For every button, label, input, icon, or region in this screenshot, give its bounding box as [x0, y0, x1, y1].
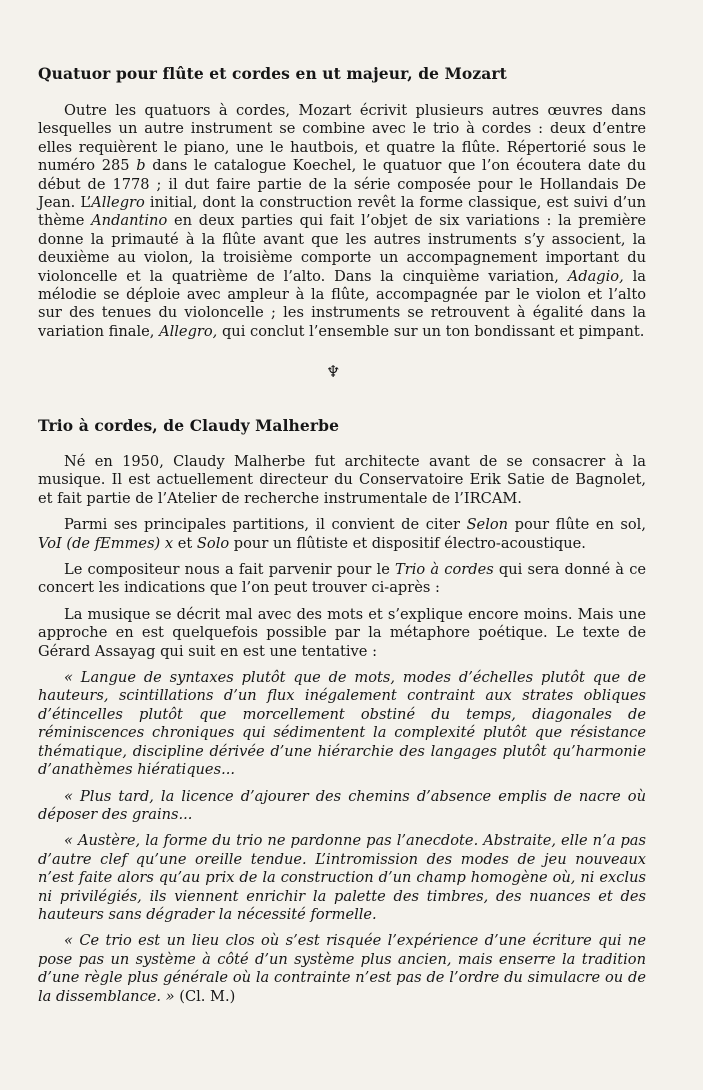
- quote-paragraph-2: « Plus tard, la licence d’ajourer des chemins d’absence emplis de nacre où déposer des grains...: [38, 787, 646, 823]
- italic-run: Solo: [196, 534, 230, 552]
- paragraph-mozart: [38, 102, 646, 341]
- italic-run: Allegro: [91, 194, 145, 212]
- italic-run: VoI (de fEmmes) x: [38, 534, 174, 552]
- paragraph-intro: [38, 561, 646, 598]
- italic-run: Andantino: [91, 212, 168, 230]
- paragraph-works: [38, 516, 646, 553]
- ornament-lyre-icon: ♆: [326, 362, 341, 381]
- section-body-malherbe: [38, 453, 646, 1014]
- text-run: en deux parties qui fait l’objet de six variations : la première donne la primauté à la flûte avant que les autres instruments s’y associent, la deuxième au violon, la troisième comporte un accompagnement important du violoncelle et la quatrième de l’alto. Dans la cinquième variation,: [38, 212, 646, 285]
- italic-run: Selon: [466, 516, 509, 534]
- text-run: Parmi ses principales partitions, il convient de citer: [64, 516, 467, 534]
- section-title-malherbe: Trio à cordes, de Claudy Malherbe: [38, 416, 340, 435]
- italic-run: Allegro,: [159, 322, 218, 340]
- text-run: initial, dont la construction revêt la forme classique, est suivi d’un thème: [38, 194, 646, 230]
- text-run: qui conclut l’ensemble sur un ton bondissant et pimpant.: [217, 322, 645, 340]
- text-run: qui sera donné à ce concert les indications que l’on peut trouver ci-après :: [38, 561, 646, 597]
- paragraph-bio: Né en 1950, Claudy Malherbe fut architecte avant de se consacrer à la musique. Il est actuellement directeur du Conservatoire Erik Satie de Bagnolet, et fait partie de l’Atelier de recherche instrumentale de l’IRCAM.: [38, 453, 646, 507]
- quote-paragraph-4: [38, 932, 646, 1006]
- italic-run: Trio à cordes: [395, 561, 494, 579]
- italic-run: b: [136, 157, 146, 175]
- text-run: la mélodie se déploie avec ampleur à la flûte, accompagnée par le violon et l’alto sur des tenues du violoncelle ; les instruments se retrouvent à égalité dans la variation finale,: [38, 267, 646, 340]
- text-run: pour un flûtiste et dispositif électro-acoustique.: [229, 534, 586, 552]
- quote-paragraph-3: « Austère, la forme du trio ne pardonne pas l’anecdote. Abstraite, elle n’a pas d’autre clef qu’une oreille tendue. L’intromission des modes de jeu nouveaux n’est faite alors qu’au prix de la construction d’un champ homogène où, ni exclus ni privilégiés, ils viennent enrichir la palette des timbres, des nuances et des hauteurs sans dégrader la nécessité formelle.: [38, 832, 646, 923]
- section-title-mozart: Quatuor pour flûte et cordes en ut majeur, de Mozart: [38, 64, 507, 83]
- text-run: Outre les quatuors à cordes, Mozart écrivit plusieurs autres œuvres dans lesquelles un autre instrument se combine avec le trio à cordes : deux d’entre elles requièrent le piano, une le hautbois, et quatre la flûte. Répertorié sous le numéro 285: [38, 102, 646, 175]
- italic-run: Adagio,: [567, 267, 624, 285]
- quote-paragraph-1: « Langue de syntaxes plutôt que de mots, modes d’échelles plutôt que de hauteurs, scintillations d’un flux inégalement contraint aux strates obliques d’étincelles plutôt que morcellement obstiné du temps, diagonales de réminiscences chroniques qui sédimentent la complexité plutôt que résistance thématique, discipline dérivée d’une hiérarchie des langages plutôt qu’harmonie d’anathèmes hiératiques...: [38, 669, 646, 779]
- text-run: dans le catalogue Koechel, le quatuor que l’on écoutera date du début de 1778 ; il dut faire partie de la série composée pour le Hollandais De Jean. L’: [38, 157, 646, 212]
- quote-text: « Ce trio est un lieu clos où s’est risquée l’expérience d’une écriture qui ne pose pas un système à côté d’un système plus ancien, mais enserre la tradition d’une règle plus générale où la contrainte n’est pas de l’ordre du simulacre ou de la dissemblance. »: [38, 932, 646, 1005]
- text-run: pour flûte en sol,: [508, 516, 646, 534]
- paragraph-music: La musique se décrit mal avec des mots et s’explique encore moins. Mais une approche en est quelquefois possible par la métaphore poétique. Le texte de Gérard Assayag qui suit en est une tentative :: [38, 605, 646, 660]
- text-run: Le compositeur nous a fait parvenir pour le: [64, 561, 396, 579]
- text-run: et: [173, 534, 197, 552]
- section-body-mozart: [38, 102, 646, 349]
- signature: (Cl. M.): [174, 987, 236, 1005]
